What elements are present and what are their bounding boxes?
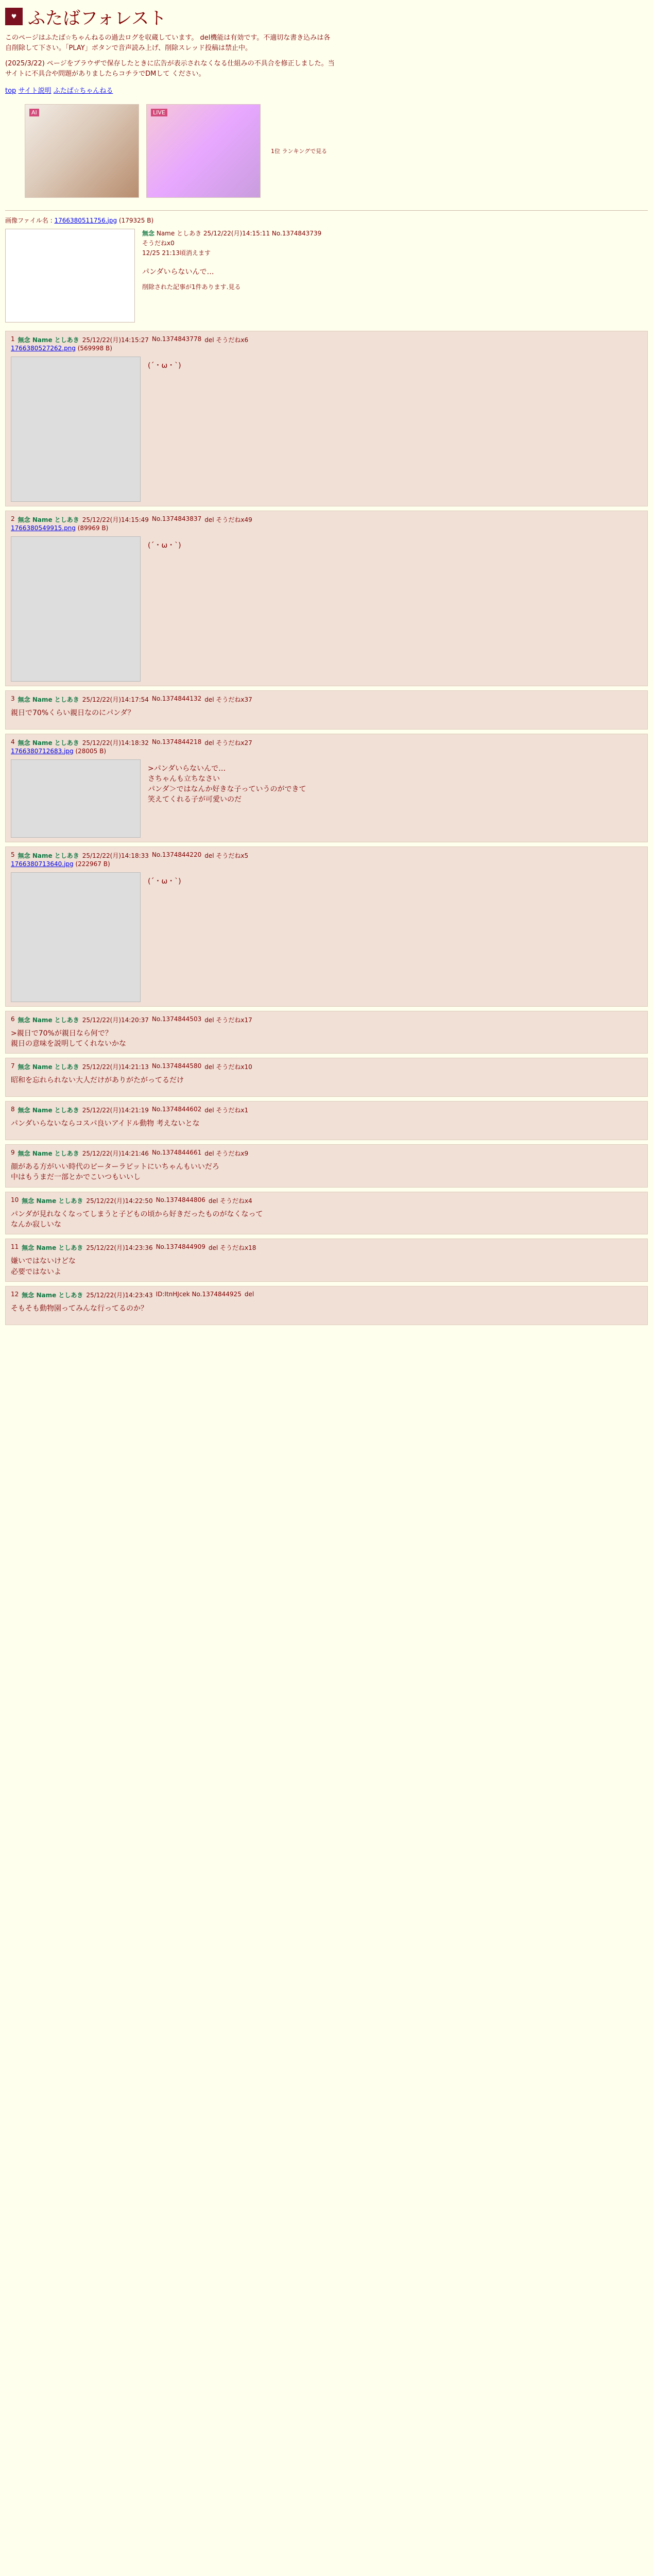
reply-text: パンダいらないならコスパ良いアイドル動物 考えないとな: [11, 1120, 200, 1128]
reply-post-header: [11, 1291, 642, 1299]
reply-post: [5, 1192, 648, 1235]
intro-text: [5, 33, 335, 80]
top-link[interactable]: top: [5, 87, 16, 95]
reply-id: ID:ItnHJcek No.1374844925: [156, 1290, 242, 1298]
reply-text: 顔がある方がいい時代のピーターラビットにいちゃんもいいだろ 中はもうまだ一部とかでこいつもいいし: [11, 1163, 219, 1182]
reply-name: 無念 Name としあき: [18, 1016, 79, 1024]
reply-extra: del そうだねx49: [204, 516, 252, 523]
reply-text: (´・ω・`): [148, 541, 181, 550]
reply-file-line: [11, 524, 642, 532]
reply-id: No.1374844602: [151, 1106, 202, 1113]
reply-list: [5, 331, 648, 1325]
reply-post-header: [11, 1062, 642, 1071]
reply-date: 25/12/22(月)14:15:49: [82, 516, 149, 523]
reply-date: 25/12/22(月)14:21:19: [82, 1107, 149, 1114]
reply-extra: del そうだねx10: [204, 1063, 252, 1071]
reply-text: そもそも動物園ってみんな行ってるのか？: [11, 1304, 148, 1313]
reply-extra: del そうだねx5: [204, 852, 249, 859]
op-meta: [142, 229, 321, 323]
op-note: 削除された記事が1件あります.見る: [142, 283, 241, 291]
reply-name: 無念 Name としあき: [18, 739, 79, 747]
reply-file-link[interactable]: 1766380712683.jpg: [11, 747, 74, 755]
reply-text: (´・ω・`): [148, 361, 181, 370]
reply-post-header: [11, 738, 642, 747]
reply-name: 無念 Name としあき: [18, 1063, 79, 1071]
reply-text: 親日で70%くらい親日なのにパンダ？: [11, 708, 135, 717]
ad-card-2-label: LIVE: [151, 109, 167, 116]
reply-date: 25/12/22(月)14:18:33: [82, 852, 149, 859]
reply-file-line: [11, 747, 642, 755]
reply-date: 25/12/22(月)14:15:27: [82, 336, 149, 344]
op-text: パンダいらないんで…: [142, 268, 214, 277]
reply-file-size: (222967 B): [73, 860, 110, 868]
site-title: ふたばフォレスト: [28, 8, 167, 29]
ad-tag: [5, 102, 18, 200]
reply-post-header: [11, 1106, 642, 1114]
reply-date: 25/12/22(月)14:21:46: [82, 1150, 149, 1158]
reply-name: 無念 Name としあき: [18, 1150, 79, 1158]
reply-number: 4: [11, 738, 15, 745]
ad-side-label: 1位 ランキングで見る: [271, 147, 328, 155]
about-link[interactable]: サイト説明: [18, 87, 51, 95]
reply-post: [5, 734, 648, 842]
reply-image[interactable]: [11, 759, 141, 838]
top-links: [5, 85, 648, 95]
reply-post-header: [11, 335, 642, 344]
reply-name: 無念 Name としあき: [18, 336, 79, 344]
reply-post: [5, 331, 648, 506]
reply-post-header: [11, 1196, 642, 1205]
reply-post: [5, 1286, 648, 1325]
reply-date: 25/12/22(月)14:23:43: [86, 1291, 153, 1299]
reply-name: 無念 Name としあき: [22, 1291, 83, 1299]
reply-post-header: [11, 1149, 642, 1158]
op-no: No.1374843739: [271, 229, 322, 237]
reply-number: 12: [11, 1290, 19, 1298]
reply-number: 3: [11, 694, 15, 702]
reply-extra: del そうだねx9: [204, 1150, 249, 1158]
reply-name: 無念 Name としあき: [22, 1244, 83, 1252]
reply-extra: del そうだねx18: [208, 1244, 256, 1252]
reply-date: 25/12/22(月)14:23:36: [86, 1244, 153, 1252]
reply-image[interactable]: [11, 536, 141, 682]
ad-card-1[interactable]: [25, 104, 139, 198]
footer-space: [5, 1329, 648, 1340]
reply-date: 25/12/22(月)14:17:54: [82, 696, 149, 703]
ad-row: [5, 102, 648, 200]
reply-post-header: [11, 1015, 642, 1024]
intro-line-2: (2025/3/22) ページをブラウザで保存したときに広告が表示されなくなる仕組みの不具合を修正しました。当サイトに不具合や問題がありましたらコチラでDMして ください。: [5, 60, 335, 78]
reply-id: No.1374844220: [151, 851, 202, 858]
thread-file-link[interactable]: 1766380511756.jpg: [54, 216, 117, 224]
reply-media: [11, 872, 642, 1002]
reply-number: 8: [11, 1106, 15, 1113]
reply-id: No.1374844218: [151, 738, 202, 745]
reply-name: 無念 Name としあき: [22, 1197, 83, 1205]
reply-id: No.1374844503: [151, 1015, 202, 1023]
reply-extra: del そうだねx17: [204, 1016, 252, 1024]
reply-image[interactable]: [11, 357, 141, 502]
op-extra: そうだねx0: [142, 239, 175, 247]
reply-date: 25/12/22(月)14:21:13: [82, 1063, 149, 1071]
op-date2: 12/25 21:13頃消えます: [142, 249, 211, 257]
reply-media: [11, 536, 642, 682]
reply-extra: del そうだねx27: [204, 739, 252, 747]
reply-file-link[interactable]: 1766380713640.jpg: [11, 860, 74, 868]
reply-post: [5, 846, 648, 1007]
reply-post-header: [11, 695, 642, 704]
intro-line-1: このページはふたば☆ちゃんねるの過去ログを収蔵しています。 del機能は有効です。不適切な書き込みは各自削除して下さい。「PLAY」ボタンで音声読み上げ、削除スレッド投稿は禁止中。: [5, 34, 331, 53]
reply-text: 昭和を忘れられない大人だけがありがたがってるだけ: [11, 1076, 184, 1085]
reply-extra: del: [244, 1290, 254, 1298]
reply-number: 10: [11, 1196, 19, 1204]
reply-post: [5, 1058, 648, 1097]
reply-post-header: [11, 515, 642, 524]
reply-file-size: (28005 B): [73, 747, 107, 755]
reply-text: (´・ω・`): [148, 877, 181, 886]
op-user: としあき: [177, 229, 202, 237]
reply-id: No.1374843778: [151, 335, 202, 343]
reply-date: 25/12/22(月)14:22:50: [86, 1197, 153, 1205]
reply-number: 9: [11, 1149, 15, 1157]
reply-file-link[interactable]: 1766380527262.png: [11, 344, 76, 352]
reply-media: [11, 759, 642, 838]
op-name: 無念: [142, 229, 155, 237]
reply-number: 7: [11, 1062, 15, 1070]
ad-card-1-label: AI: [29, 109, 39, 116]
reply-text: パンダが見れなくなってしまうと子どもの頃から好きだったものがなくなって なんか寂しいな: [11, 1210, 263, 1229]
reply-id: No.1374844806: [156, 1196, 205, 1204]
reply-id: No.1374844580: [151, 1062, 202, 1070]
futaba-link[interactable]: ふたば☆ちゃんねる: [53, 87, 113, 95]
reply-number: 11: [11, 1243, 19, 1251]
reply-id: No.1374844661: [151, 1149, 202, 1157]
site-logo: ♥: [5, 8, 23, 25]
reply-image[interactable]: [11, 872, 141, 1002]
site-header: [5, 4, 648, 29]
reply-media: [11, 357, 642, 502]
content-divider: [5, 210, 648, 211]
reply-id: No.1374844909: [156, 1243, 205, 1251]
reply-post: [5, 1239, 648, 1282]
reply-file-size: (89969 B): [75, 524, 109, 532]
reply-file-size: (569998 B): [75, 344, 112, 352]
reply-text: >親日で70%が親日なら何で？ 親日の意味を説明してくれないかな: [11, 1029, 126, 1048]
reply-text: >パンダいらないんで… さちゃんも立ちなさい パンダ＞ではなんか好きな子っていうのができて 笑えてくれる子が可愛いのだ: [148, 764, 306, 804]
thread-filename-label: 画像ファイル名 :: [5, 216, 53, 224]
reply-name: 無念 Name としあき: [18, 1107, 79, 1114]
thread-header: [5, 216, 648, 225]
op-date: 25/12/22(月)14:15:11: [203, 229, 270, 237]
reply-post: [5, 1101, 648, 1140]
reply-text: 嫌いではないけどな 必要ではないよ: [11, 1257, 76, 1276]
reply-post: [5, 1011, 648, 1054]
reply-extra: del そうだねx1: [204, 1107, 249, 1114]
reply-name: 無念 Name としあき: [18, 696, 79, 703]
thread-file-size: (179325 B): [118, 216, 154, 224]
ad-card-2[interactable]: [146, 104, 261, 198]
reply-post: [5, 690, 648, 730]
op-image[interactable]: [5, 229, 135, 323]
reply-post-header: [11, 851, 642, 860]
reply-post-header: [11, 1243, 642, 1252]
reply-date: 25/12/22(月)14:20:37: [82, 1016, 149, 1024]
reply-id: No.1374844132: [151, 694, 202, 702]
reply-file-line: [11, 860, 642, 868]
reply-number: 1: [11, 335, 15, 343]
op-author: Name: [156, 229, 175, 237]
reply-extra: del そうだねx4: [208, 1197, 252, 1205]
reply-extra: del そうだねx6: [204, 336, 249, 344]
reply-extra: del そうだねx37: [204, 696, 252, 703]
reply-date: 25/12/22(月)14:18:32: [82, 739, 149, 747]
reply-number: 2: [11, 515, 15, 522]
reply-name: 無念 Name としあき: [18, 516, 79, 523]
op-post: [5, 229, 648, 323]
reply-file-link[interactable]: 1766380549915.png: [11, 524, 76, 532]
reply-file-line: [11, 344, 642, 352]
reply-post: [5, 1144, 648, 1188]
reply-name: 無念 Name としあき: [18, 852, 79, 859]
reply-number: 5: [11, 851, 15, 858]
reply-id: No.1374843837: [151, 515, 202, 522]
reply-number: 6: [11, 1015, 15, 1023]
reply-post: [5, 511, 648, 686]
